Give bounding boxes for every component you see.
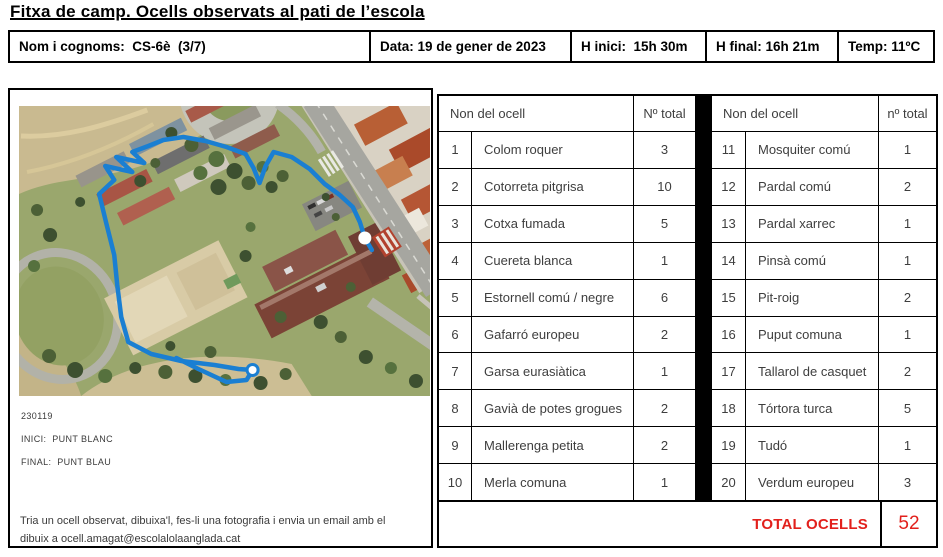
bird-count: 2: [878, 353, 936, 389]
bird-number: 8: [439, 390, 472, 426]
bird-name: Pinsà comú: [758, 253, 826, 269]
bird-number: 13: [712, 206, 746, 242]
bird-number: 5: [439, 280, 472, 316]
header-field-time-end: H final: 16h 21m: [705, 32, 837, 61]
table-row: [712, 352, 936, 389]
bird-name: Cotxa fumada: [484, 216, 565, 232]
bird-count: 1: [633, 464, 695, 500]
bird-name: Cuereta blanca: [484, 253, 573, 269]
table-row: [439, 389, 695, 426]
bird-number: 14: [712, 243, 746, 279]
table-row: [712, 131, 936, 168]
bird-count: 2: [878, 280, 936, 316]
table-row: [439, 242, 695, 279]
map-caption-end: FINAL: PUNT BLAU: [21, 457, 112, 467]
column-header-total: nº total: [878, 96, 936, 131]
bird-count: 1: [878, 317, 936, 353]
bird-name: Pardal comú: [758, 179, 831, 195]
bird-number: 11: [712, 132, 746, 168]
bird-name: Pit-roig: [758, 290, 800, 306]
bird-number: 18: [712, 390, 746, 426]
bird-name: Estornell comú / negre: [484, 290, 615, 306]
bird-name: Mosquiter comú: [758, 142, 851, 158]
table-header-row: [439, 96, 695, 131]
bird-count: 5: [633, 206, 695, 242]
end-point-icon: [247, 365, 258, 376]
bird-number: 4: [439, 243, 472, 279]
bird-number: 1: [439, 132, 472, 168]
bird-name: Pardal xarrec: [758, 216, 836, 232]
table-row: [439, 131, 695, 168]
table-row: [712, 205, 936, 242]
column-header-total: Nº total: [633, 96, 695, 131]
bird-name: Gafarró europeu: [484, 326, 580, 342]
table-row: [712, 279, 936, 316]
bird-number: 19: [712, 427, 746, 463]
bird-number: 9: [439, 427, 472, 463]
bird-number: 20: [712, 464, 746, 500]
bird-count: 1: [878, 243, 936, 279]
bird-count: 1: [878, 132, 936, 168]
map-caption-start: INICI: PUNT BLANC: [21, 434, 114, 444]
bird-number: 16: [712, 317, 746, 353]
table-row: [439, 205, 695, 242]
bird-number: 2: [439, 169, 472, 205]
header-field-name: Nom i cognoms: CS-6è (3/7): [19, 39, 206, 54]
bird-number: 7: [439, 353, 472, 389]
column-header-bird-name: Non del ocell: [450, 106, 526, 121]
table-header-row: [712, 96, 936, 131]
header-bar: [8, 30, 935, 63]
table-row: [439, 463, 695, 500]
bird-count: 2: [633, 390, 695, 426]
table-row: [439, 426, 695, 463]
bird-name: Gavià de potes grogues: [484, 400, 623, 416]
bird-count: 1: [878, 427, 936, 463]
column-header-bird-name: Non del ocell: [723, 106, 799, 121]
aerial-map-image: [19, 106, 430, 396]
table-row: [439, 316, 695, 353]
bird-number: 17: [712, 353, 746, 389]
bird-count: 5: [878, 390, 936, 426]
bird-count: 3: [633, 132, 695, 168]
table-divider-bar: [697, 94, 710, 503]
bird-number: 6: [439, 317, 472, 353]
bird-count: 2: [878, 169, 936, 205]
map-panel: [8, 88, 433, 548]
start-point-icon: [358, 232, 371, 245]
total-value: 52: [880, 502, 936, 546]
bird-name: Garsa eurasiàtica: [484, 363, 586, 379]
bird-name: Colom roquer: [484, 142, 563, 158]
bird-count: 1: [633, 353, 695, 389]
bird-name: Tudó: [758, 437, 788, 453]
table-row: [712, 316, 936, 353]
bird-count: 2: [633, 427, 695, 463]
birds-table-right: [710, 94, 938, 500]
bird-number: 15: [712, 280, 746, 316]
header-field-temperature: Temp: 11ºC: [837, 32, 933, 61]
table-row: [712, 463, 936, 500]
bird-count: 3: [878, 464, 936, 500]
total-row: [437, 500, 938, 548]
birds-table-left: [437, 94, 697, 500]
map-caption-code: 230119: [21, 411, 53, 421]
bird-name: Mallerenga petita: [484, 437, 584, 453]
bird-count: 1: [633, 243, 695, 279]
header-field-date: Data: 19 de gener de 2023: [369, 32, 570, 61]
table-row: [712, 242, 936, 279]
bird-count: 10: [633, 169, 695, 205]
page-title: Fitxa de camp. Ocells observats al pati de l’escola: [10, 2, 425, 21]
bird-number: 3: [439, 206, 472, 242]
bird-name: Puput comuna: [758, 326, 842, 342]
header-field-time-start: H inici: 15h 30m: [570, 32, 705, 61]
total-label: TOTAL OCELLS: [752, 515, 868, 533]
bird-number: 12: [712, 169, 746, 205]
bird-number: 10: [439, 464, 472, 500]
table-row: [439, 168, 695, 205]
bird-count: 1: [878, 206, 936, 242]
table-row: [712, 168, 936, 205]
table-row: [439, 279, 695, 316]
bird-count: 6: [633, 280, 695, 316]
bird-name: Merla comuna: [484, 474, 567, 490]
note-text: Tria un ocell observat, dibuixa'l, fes-li una fotografia i envia un email amb el dibuix a ocell.amagat@escolalolaanglada.cat: [20, 515, 386, 545]
bird-name: Verdum europeu: [758, 474, 855, 490]
bird-count: 2: [633, 317, 695, 353]
table-row: [439, 352, 695, 389]
bird-name: Tallarol de casquet: [758, 363, 867, 379]
bird-name: Tórtora turca: [758, 400, 833, 416]
table-row: [712, 389, 936, 426]
bird-name: Cotorreta pitgrisa: [484, 179, 584, 195]
table-row: [712, 426, 936, 463]
